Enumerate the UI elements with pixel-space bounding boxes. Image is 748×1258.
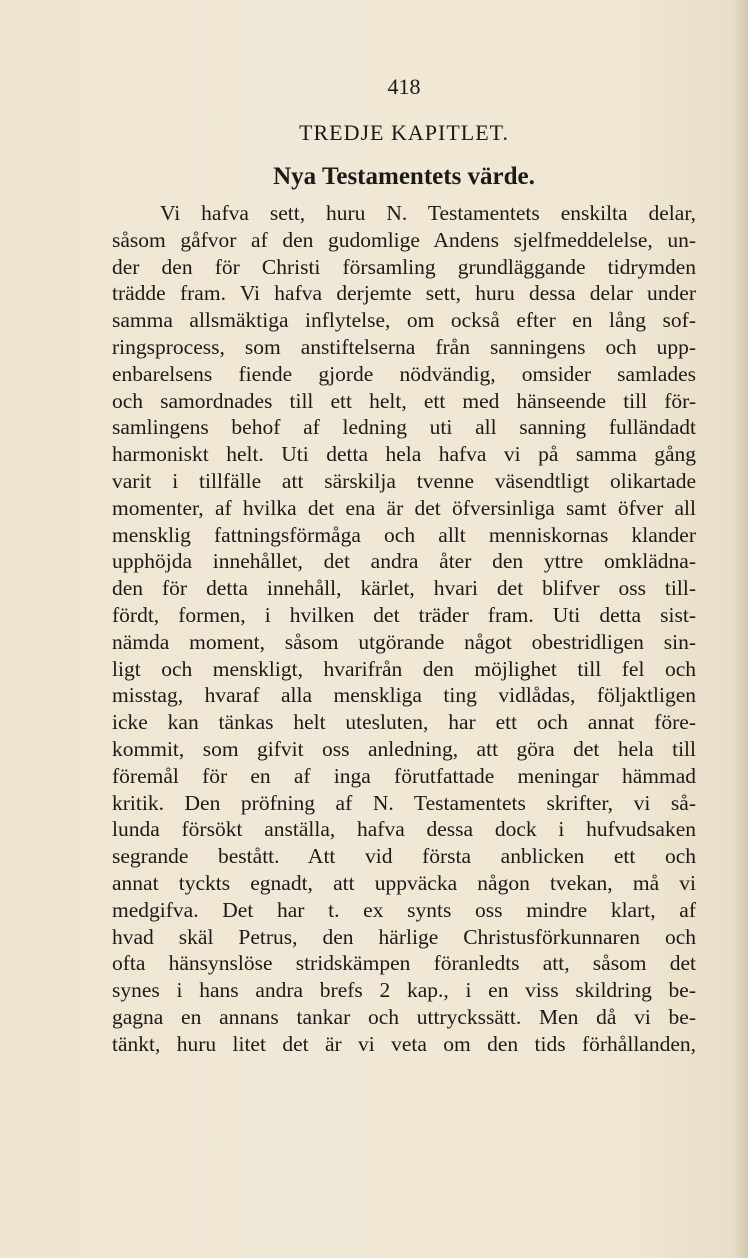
text-line: synes i hans andra brefs 2 kap., i en viss skildring be-: [112, 978, 696, 1003]
text-line: föremål för en af inga förutfattade meningar hämmad: [112, 763, 696, 788]
text-line: misstag, hvaraf alla menskliga ting vidlådas, följaktligen: [112, 683, 696, 708]
text-line: såsom gåfvor af den gudomlige Andens sjelfmeddelelse, un-: [112, 227, 696, 252]
text-line: der den för Christi församling grundläggande tidrymden: [112, 254, 696, 279]
text-line: och samordnades till ett helt, ett med hänseende till för-: [112, 388, 696, 413]
text-line: lunda försökt anställa, hafva dessa dock i hufvudsaken: [112, 817, 696, 842]
text-line: nämda moment, såsom utgörande något obestridligen sin-: [112, 629, 696, 654]
text-line: fördt, formen, i hvilken det träder fram. Uti detta sist-: [112, 602, 696, 627]
text-line: tänkt, huru litet det är vi veta om den tids förhållanden,: [112, 1031, 696, 1056]
text-line: icke kan tänkas helt utesluten, har ett och annat före-: [112, 710, 696, 735]
text-line: ofta hänsynslöse stridskämpen föranledts att, såsom det: [112, 951, 696, 976]
text-line: kommit, som gifvit oss anledning, att göra det hela till: [112, 736, 696, 761]
page-number: 418: [387, 74, 421, 99]
text-line: ringsprocess, som anstiftelserna från sanningens och upp-: [112, 334, 696, 359]
section-title: Nya Testamentets värde.: [273, 163, 535, 190]
text-line: samlingens behof af ledning uti all sanning fulländadt: [112, 415, 696, 440]
text-line: upphöjda innehållet, det andra åter den yttre omklädna-: [112, 549, 696, 574]
text-line: ligt och menskligt, hvarifrån den möjlighet till fel och: [112, 656, 696, 681]
text-line: trädde fram. Vi hafva derjemte sett, huru dessa delar under: [112, 281, 696, 306]
text-line: mensklig fattningsförmåga och allt menniskornas klander: [112, 522, 696, 547]
text-line: enbarelsens fiende gjorde nödvändig, omsider samlades: [112, 361, 696, 386]
text-line: harmoniskt helt. Uti detta hela hafva vi på samma gång: [112, 442, 696, 467]
text-line: Vi hafva sett, huru N. Testamentets enskilta delar,: [160, 201, 696, 225]
body-paragraph: [112, 200, 696, 1058]
text-line: gagna en annans tankar och uttryckssätt. Men då vi be-: [112, 1004, 696, 1029]
text-line: varit i tillfälle att särskilja tvenne väsendtligt olikartade: [112, 468, 696, 493]
text-line: segrande bestått. Att vid första anblicken ett och: [112, 844, 696, 869]
chapter-heading: TREDJE KAPITLET.: [299, 120, 509, 145]
text-line: annat tyckts egnadt, att uppväcka någon tvekan, må vi: [112, 870, 696, 895]
text-line: momenter, af hvilka det ena är det öfversinliga samt öfver all: [112, 495, 696, 520]
text-line: hvad skäl Petrus, den härlige Christusförkunnaren och: [112, 924, 696, 949]
text-line: samma allsmäktiga inflytelse, om också efter en lång sof-: [112, 308, 696, 333]
text-line: kritik. Den pröfning af N. Testamentets skrifter, vi så-: [112, 790, 696, 815]
text-line: den för detta innehåll, kärlet, hvari det blifver oss till-: [112, 576, 696, 601]
text-line: medgifva. Det har t. ex synts oss mindre klart, af: [112, 897, 696, 922]
